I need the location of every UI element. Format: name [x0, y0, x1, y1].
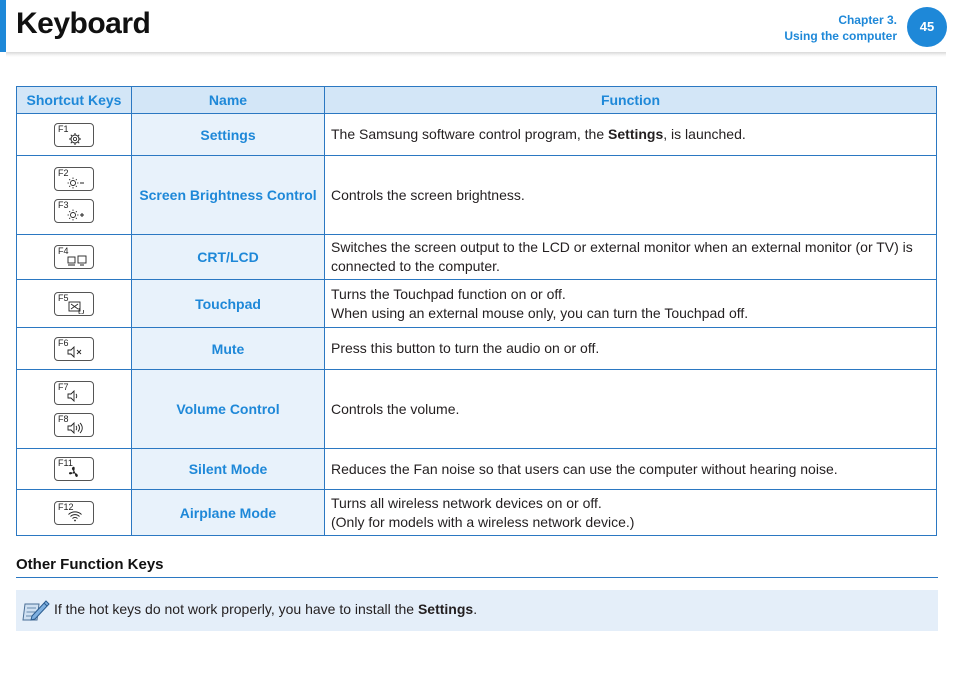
note-text-part: If the hot keys do not work properly, you have to install the [54, 601, 418, 617]
note-text-part: . [473, 601, 478, 617]
shortcut-keys-cell [17, 156, 132, 235]
section-divider [16, 577, 938, 578]
key-label: F6 [58, 337, 69, 348]
shortcut-keys-cell [17, 370, 132, 449]
note-bold-text: Settings [417, 601, 474, 617]
function-line: Turns all wireless network devices on or off. [331, 494, 602, 511]
shortcut-keys-cell [17, 235, 132, 280]
volume-down-icon [67, 390, 83, 402]
shortcut-name: Silent Mode [132, 449, 325, 490]
shortcut-function: Controls the volume. [325, 370, 937, 449]
table-row [17, 114, 937, 156]
key-f5 [54, 292, 94, 316]
function-bold-text: Settings [608, 126, 664, 142]
function-text: The Samsung software control program, the [331, 126, 609, 142]
key-f4 [54, 245, 94, 269]
function-line: (Only for models with a wireless network device.) [331, 513, 635, 530]
table-row [17, 449, 937, 490]
key-label: F12 [58, 501, 74, 512]
key-f3 [54, 199, 94, 223]
key-label: F5 [58, 292, 69, 303]
chapter-label [784, 12, 897, 44]
shortcut-name: Settings [132, 114, 325, 156]
shortcut-name: Volume Control [132, 370, 325, 449]
table-row [17, 156, 937, 235]
fan-icon [67, 466, 81, 479]
page-number-badge: 45 [907, 7, 947, 47]
crt-lcd-icon [67, 254, 87, 266]
table-row [17, 280, 937, 328]
shortcut-name: Touchpad [132, 280, 325, 328]
touchpad-icon [67, 301, 85, 314]
settings-gear-icon [67, 132, 83, 146]
key-f11 [54, 457, 94, 481]
volume-up-icon [67, 422, 83, 434]
table-row [17, 235, 937, 280]
title-accent-bar [0, 0, 6, 52]
column-header-function: Function [325, 87, 937, 114]
key-label: F2 [58, 168, 69, 178]
section-title: Other Function Keys [16, 556, 164, 573]
shortcut-keys-cell [17, 114, 132, 156]
brightness-down-icon [67, 176, 85, 190]
shortcut-function: Switches the screen output to the LCD or external monitor when an external monitor (or TV) is connected to the computer. [325, 235, 937, 280]
table-header-row [17, 87, 937, 114]
note-box [16, 590, 938, 631]
key-label: F1 [58, 123, 69, 134]
key-f7 [54, 381, 94, 405]
shortcut-keys-cell [17, 328, 132, 370]
shortcut-name: Screen Brightness Control [132, 156, 325, 235]
key-label: F8 [58, 414, 69, 424]
function-text: , is launched. [663, 126, 746, 142]
key-label: F11 [58, 458, 73, 468]
key-f8 [54, 413, 94, 437]
shortcut-name: CRT/LCD [132, 235, 325, 280]
key-f12 [54, 501, 94, 525]
shortcut-name: Mute [132, 328, 325, 370]
chapter-number: Chapter 3. [838, 13, 897, 27]
table-row [17, 370, 937, 449]
key-f1 [54, 123, 94, 147]
shortcut-function: Controls the screen brightness. [325, 156, 937, 235]
shortcut-keys-cell [17, 280, 132, 328]
function-line: When using an external mouse only, you can turn the Touchpad off. [331, 304, 749, 321]
wireless-icon [67, 510, 83, 522]
note-text [54, 601, 477, 617]
key-f6 [54, 337, 94, 361]
shortcut-name: Airplane Mode [132, 490, 325, 536]
table-row [17, 328, 937, 370]
header-divider [6, 52, 946, 57]
shortcut-function: Reduces the Fan noise so that users can use the computer without hearing noise. [325, 449, 937, 490]
shortcut-keys-table [16, 86, 937, 536]
column-header-shortcut-keys: Shortcut Keys [17, 87, 132, 114]
table-row [17, 490, 937, 536]
column-header-name: Name [132, 87, 325, 114]
shortcut-function [325, 280, 937, 328]
shortcut-function [325, 490, 937, 536]
shortcut-keys-cell [17, 490, 132, 536]
shortcut-function: Press this button to turn the audio on or off. [325, 328, 937, 370]
brightness-up-icon [67, 208, 85, 222]
key-label: F4 [58, 246, 69, 256]
function-line: Turns the Touchpad function on or off. [331, 285, 566, 302]
shortcut-function [325, 114, 937, 156]
chapter-subtitle: Using the computer [784, 29, 897, 43]
shortcut-keys-cell [17, 449, 132, 490]
key-label: F3 [58, 200, 69, 210]
key-label: F7 [58, 382, 69, 392]
key-f2 [54, 167, 94, 191]
note-pencil-icon [22, 598, 50, 624]
mute-icon [67, 346, 83, 358]
page-title: Keyboard [16, 7, 151, 40]
